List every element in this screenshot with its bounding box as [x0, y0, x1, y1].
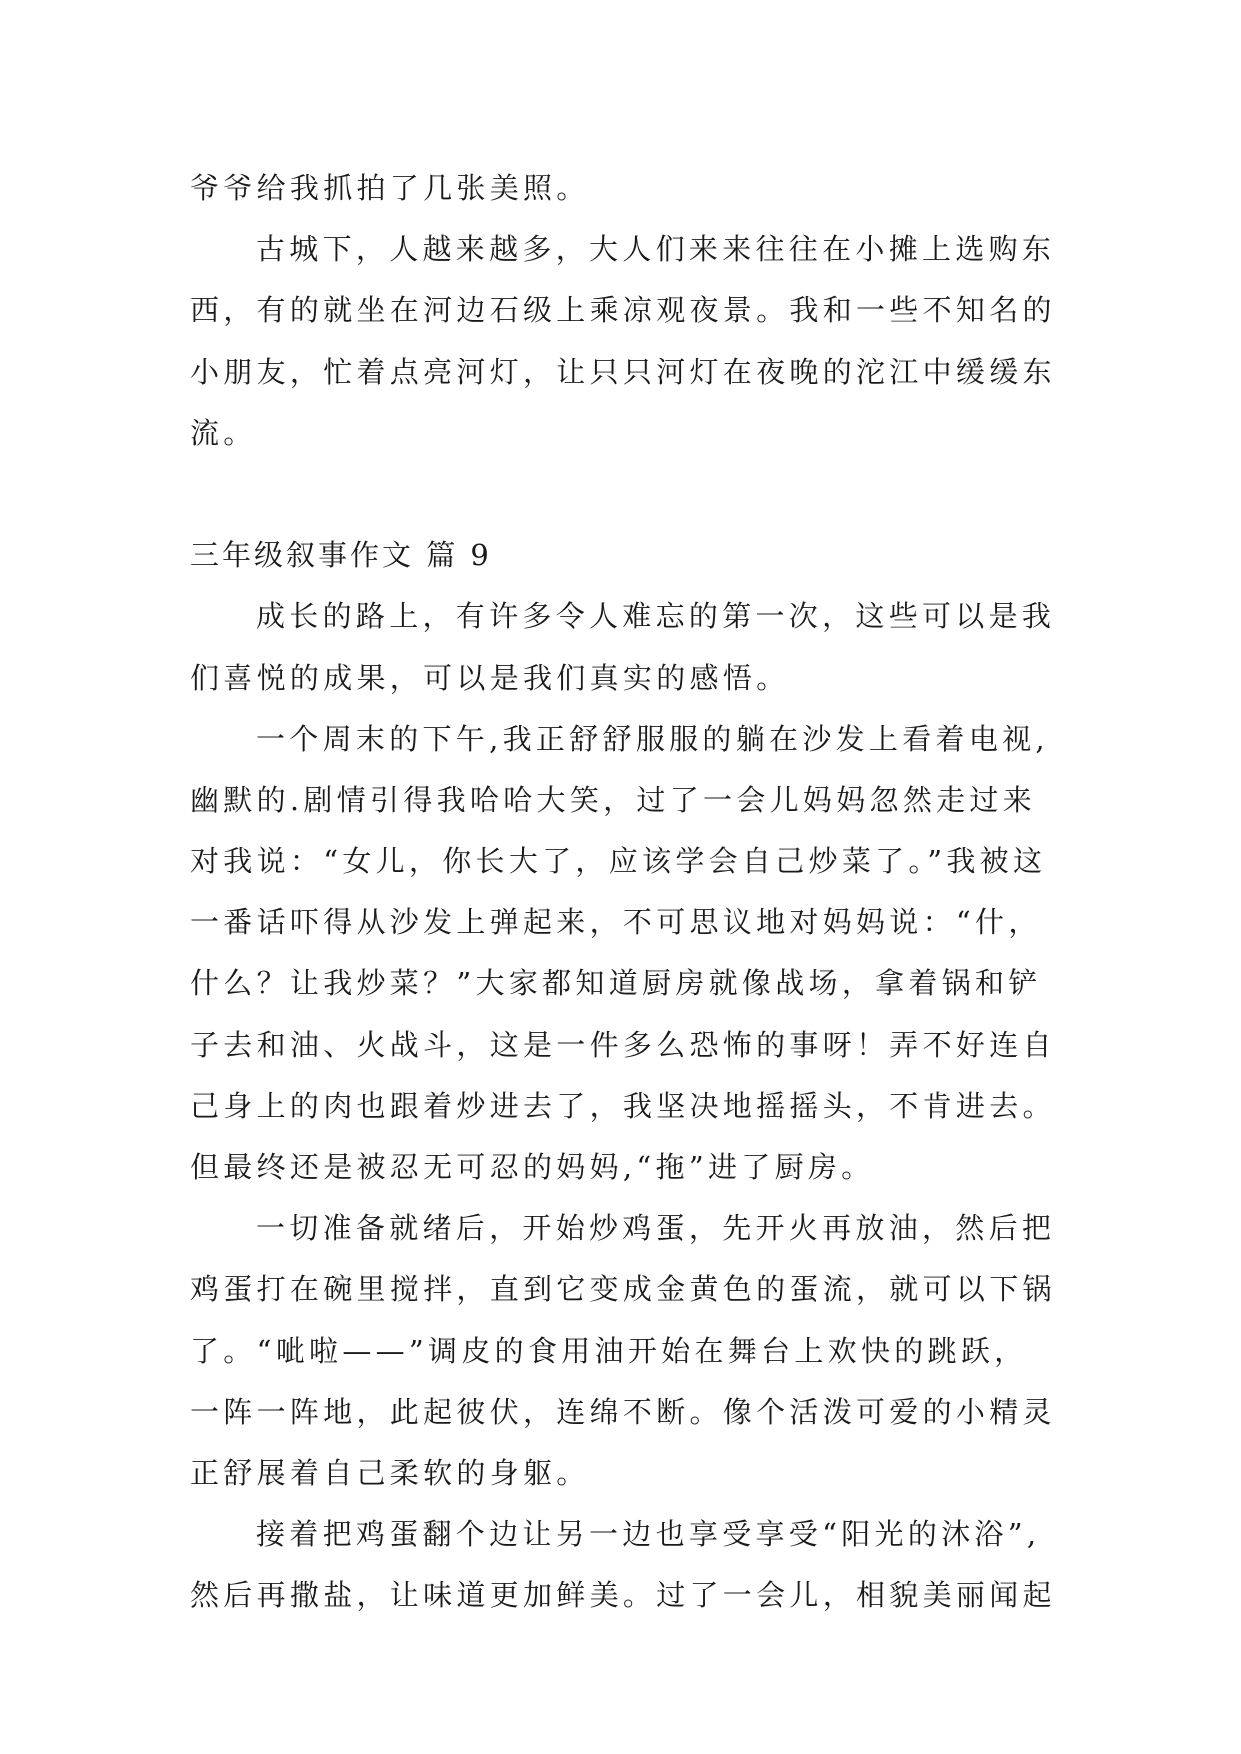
paragraph-line: 接着把鸡蛋翻个边让另一边也享受享受“阳光的沐浴”,	[256, 1517, 1041, 1552]
paragraph-line: 然后再撒盐，让味道更加鲜美。过了一会儿，相貌美丽闻起	[190, 1578, 1056, 1613]
section-title: 三年级叙事作文 篇 9	[190, 538, 492, 573]
paragraph-line: 对我说：“女儿，你长大了，应该学会自己炒菜了。”我被这	[190, 844, 1047, 879]
paragraph-line: 成长的路上，有许多令人难忘的第一次，这些可以是我	[256, 599, 1056, 634]
section-gap	[190, 464, 1070, 525]
paragraph-line: 一个周末的下午,我正舒舒服服的躺在沙发上看着电视,	[256, 721, 1049, 756]
document-body	[190, 158, 1070, 1627]
paragraph-line: 小朋友，忙着点亮河灯，让只只河灯在夜晚的沱江中缓缓东	[190, 354, 1056, 389]
paragraph-line: 古城下，人越来越多，大人们来来往往在小摊上选购东	[256, 232, 1056, 267]
paragraph-line: 鸡蛋打在碗里搅拌，直到它变成金黄色的蛋流，就可以下锅	[190, 1272, 1056, 1307]
paragraph-line: 但最终还是被忍无可忍的妈妈,“拖”进了厨房。	[190, 1150, 875, 1184]
paragraph-line: 爷爷给我抓拍了几张美照。	[190, 171, 590, 205]
paragraph-line: 己身上的肉也跟着炒进去了，我坚决地摇摇头，不肯进去。	[190, 1088, 1056, 1123]
paragraph-line: 子去和油、火战斗，这是一件多么恐怖的事呀！弄不好连自	[190, 1027, 1056, 1062]
paragraph-line: 一切准备就绪后，开始炒鸡蛋，先开火再放油，然后把	[256, 1211, 1056, 1246]
paragraph-line: 什么？让我炒菜？”大家都知道厨房就像战场，拿着锅和铲	[190, 966, 1042, 1001]
paragraph-line: 了。“呲啦——”调皮的食用油开始在舞台上欢快的跳跃，	[190, 1333, 1028, 1368]
paragraph-line: 一番话吓得从沙发上弹起来，不可思议地对妈妈说：“什，	[190, 905, 1042, 940]
paragraph-line: 流。	[190, 415, 257, 450]
paragraph-line: 西，有的就坐在河边石级上乘凉观夜景。我和一些不知名的	[190, 293, 1056, 328]
paragraph-line: 们喜悦的成果，可以是我们真实的感悟。	[190, 660, 790, 695]
paragraph-line: 幽默的.剧情引得我哈哈大笑，过了一会儿妈妈忽然走过来	[190, 782, 1037, 817]
paragraph-line: 正舒展着自己柔软的身躯。	[190, 1455, 590, 1490]
paragraph-line: 一阵一阵地，此起彼伏，连绵不断。像个活泼可爱的小精灵	[190, 1394, 1056, 1429]
